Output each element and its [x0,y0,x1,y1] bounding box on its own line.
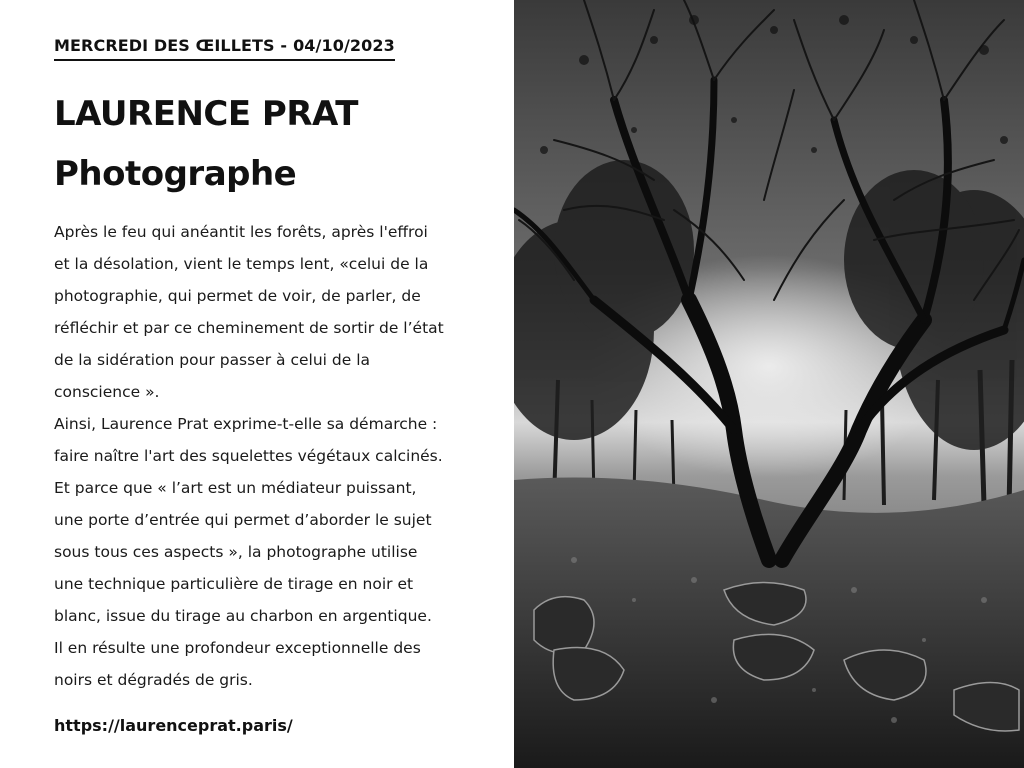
description-line: photographie, qui permet de voir, de parler, de [54,287,421,305]
description-line: réfléchir et par ce cheminement de sortir de l’état [54,319,444,337]
event-date: 04/10/2023 [293,36,395,55]
description [54,216,514,696]
description-line: faire naître l'art des squelettes végétaux calcinés. [54,447,443,465]
description-line: noirs et dégradés de gris. [54,671,253,689]
description-line: Il en résulte une profondeur exceptionnelle des [54,639,421,657]
description-line: Et parce que « l’art est un médiateur puissant, [54,479,417,497]
tree-photograph [514,0,1024,768]
event-header [54,36,395,61]
description-line: de la sidération pour passer à celui de la [54,351,371,369]
description-line: blanc, issue du tirage au charbon en argentique. [54,607,432,625]
description-line: Ainsi, Laurence Prat exprime-t-elle sa démarche : [54,415,438,433]
event-title: MERCREDI DES ŒILLETS - [54,36,288,55]
website-link[interactable]: https://laurenceprat.paris/ [54,716,293,735]
description-line: conscience ». [54,383,160,401]
description-line: Après le feu qui anéantit les forêts, après l'effroi [54,223,428,241]
description-line: et la désolation, vient le temps lent, «celui de la [54,255,429,273]
description-line: une porte d’entrée qui permet d’aborder le sujet [54,511,432,529]
description-line: sous tous ces aspects », la photographe utilise [54,543,418,561]
artist-name: LAURENCE PRAT [54,94,358,134]
artist-role: Photographe [54,154,297,194]
description-line: une technique particulière de tirage en noir et [54,575,414,593]
